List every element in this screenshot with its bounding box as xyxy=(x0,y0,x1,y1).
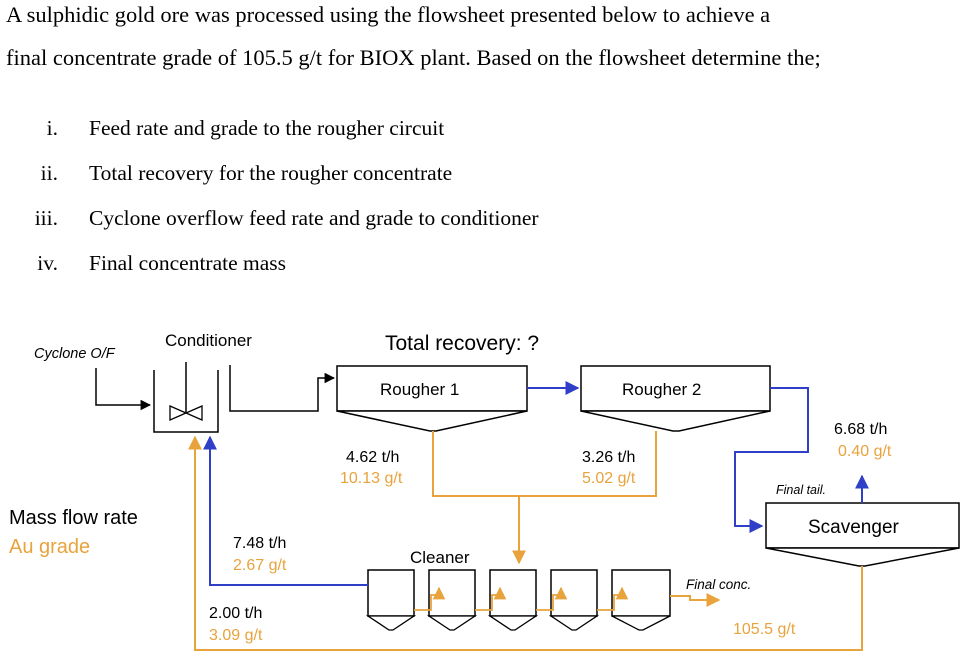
recycle1-rate: 7.48 t/h xyxy=(233,535,287,552)
question-number: iv. xyxy=(37,251,58,275)
scavenger-tail-grade: 0.40 g/t xyxy=(838,443,892,460)
question-number: iii. xyxy=(34,206,58,230)
intro-line-1: A sulphidic gold ore was processed using the flowsheet presented below to achieve a xyxy=(6,2,771,27)
legend-mass-flow-rate: Mass flow rate xyxy=(9,507,138,529)
cyclone-of-label: Cyclone O/F xyxy=(34,346,115,362)
total-recovery-label: Total recovery: ? xyxy=(385,332,540,355)
final-conc-arrow xyxy=(670,596,719,600)
conditioner-to-rougher-line xyxy=(230,365,334,411)
conditioner-label: Conditioner xyxy=(165,331,252,350)
question-text: Total recovery for the rougher concentrate xyxy=(89,161,453,185)
scavenger-label: Scavenger xyxy=(808,517,899,538)
conditioner-tank xyxy=(154,362,218,432)
final-tail-label: Final tail. xyxy=(776,483,827,497)
rougher2-conc-grade: 5.02 g/t xyxy=(582,470,636,487)
flowsheet-diagram xyxy=(0,318,967,660)
intro-line-2: final concentrate grade of 105.5 g/t for BIOX plant. Based on the flowsheet determine the; xyxy=(6,45,821,70)
rougher2-conc-rate: 3.26 t/h xyxy=(582,449,636,466)
legend-au-grade: Au grade xyxy=(9,536,91,558)
question-text: Cyclone overflow feed rate and grade to conditioner xyxy=(89,206,539,230)
rougher1-conc-rate: 4.62 t/h xyxy=(346,449,400,466)
cleaner-bank xyxy=(368,570,670,630)
recycle1-grade: 2.67 g/t xyxy=(233,557,287,574)
final-conc-grade: 105.5 g/t xyxy=(733,621,796,638)
final-conc-label: Final conc. xyxy=(686,577,752,592)
question-text: Final concentrate mass xyxy=(89,251,287,275)
cleaner-label: Cleaner xyxy=(410,548,470,567)
rougher-1-label: Rougher 1 xyxy=(380,380,460,399)
question-text: Feed rate and grade to the rougher circuit xyxy=(89,116,445,140)
question-number: ii. xyxy=(40,161,58,185)
recycle2-rate: 2.00 t/h xyxy=(209,605,263,622)
recycle2-grade: 3.09 g/t xyxy=(209,627,263,644)
cyclone-feed-line xyxy=(96,368,150,405)
scavenger-tail-rate: 6.68 t/h xyxy=(834,421,888,438)
rougher1-conc-grade: 10.13 g/t xyxy=(340,470,403,487)
rougher-2-label: Rougher 2 xyxy=(622,380,702,399)
question-number: i. xyxy=(46,116,58,140)
